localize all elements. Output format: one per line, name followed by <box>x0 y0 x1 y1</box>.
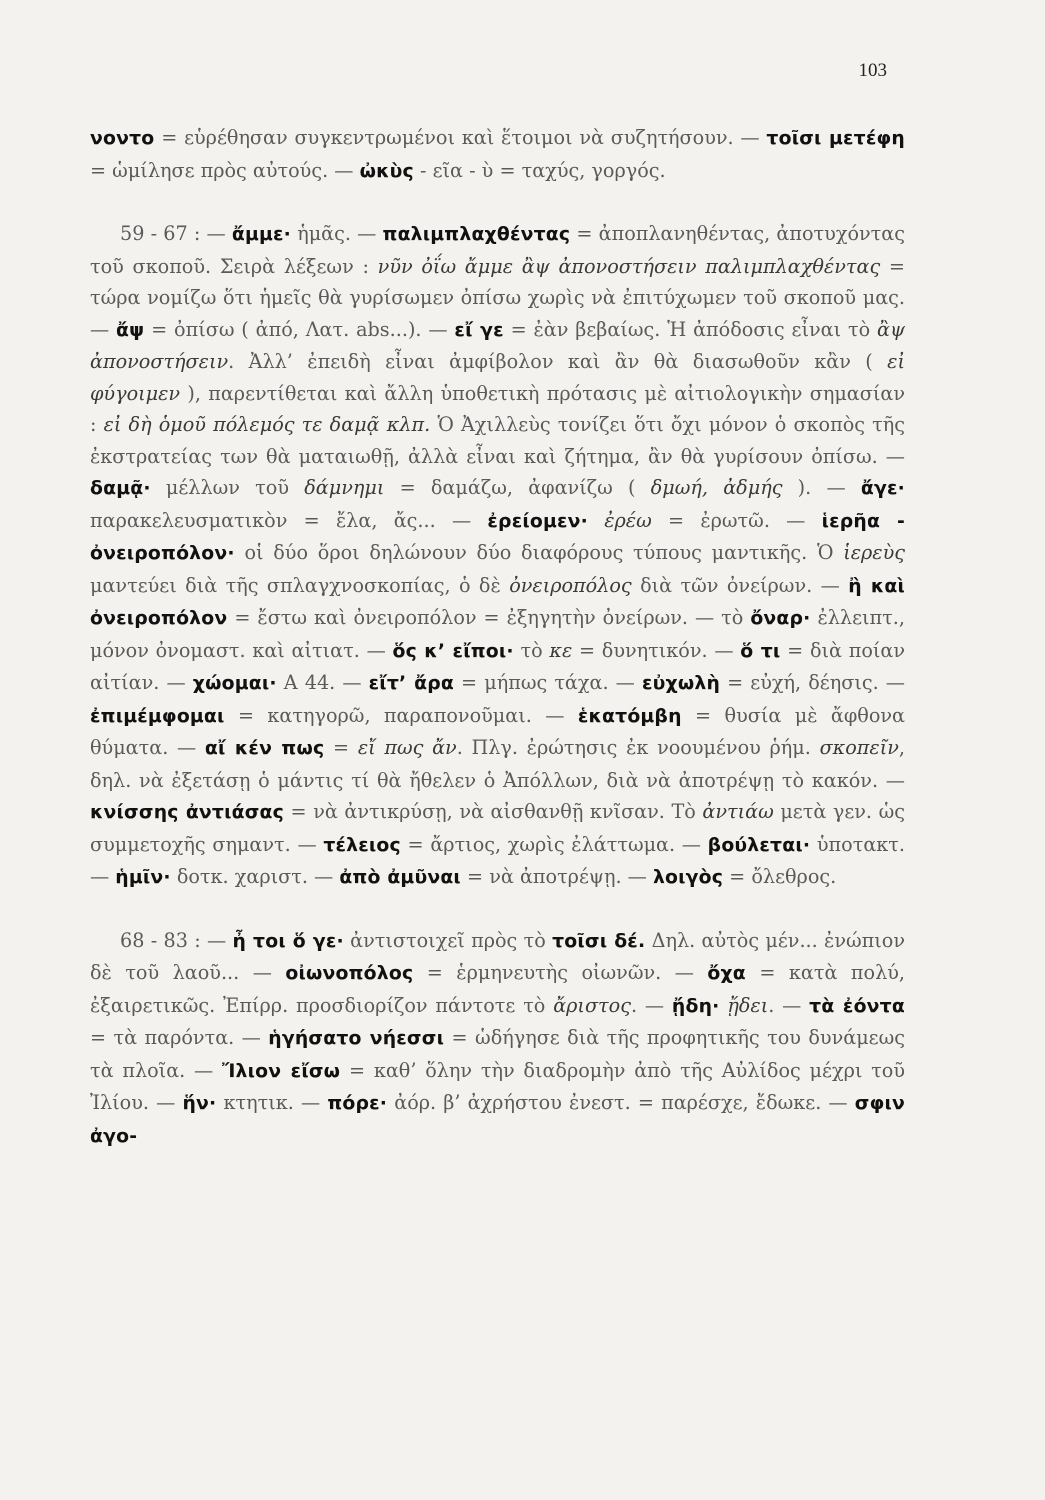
gloss-text: ἀόρ. β’ ἀχρήστου ἐνεστ. = παρέσχε, ἔδωκε. — <box>387 1091 855 1114</box>
gloss-text: = <box>324 736 358 759</box>
gloss-text: = ἑρμηνευτὴς οἰωνῶν. — <box>413 961 708 984</box>
gloss-text: ). — <box>782 476 861 499</box>
gloss-text: ἡμᾶς. — <box>291 222 383 245</box>
italic-text: ὀνειροπόλος <box>509 573 632 597</box>
headword: εὐχωλὴ <box>641 673 721 694</box>
gloss-text: = ἄρτιος, χωρὶς ἐλάττωμα. — <box>400 832 708 856</box>
headword: ὠκὺς <box>359 160 414 182</box>
gloss-text: . Ἀλλ’ ἐπειδὴ εἶναι ἀμφίβολον καὶ ἂν θὰ διασωθοῦν κἂν ( <box>228 350 888 373</box>
gloss-text: . — <box>768 993 810 1017</box>
gloss-text: δοτκ. χαριστ. — <box>170 865 340 888</box>
headword: ἄψ <box>116 319 145 341</box>
gloss-text: . Πλγ. ἐρώτησις ἐκ νοουμένου ῥήμ. <box>456 736 820 759</box>
gloss-text: = δυνητικόν. — <box>572 638 741 662</box>
headword: ᾔδη· <box>671 995 720 1017</box>
italic-text: ἂψ ἀπονοστήσειν <box>90 317 906 373</box>
headword: Ἴλιον εἴσω <box>221 1060 341 1082</box>
italic-text: νῦν ὀΐω ἄμμε ἂψ ἀπονοστήσειν παλιμπλαχθέντας <box>377 254 881 278</box>
italic-text: ἄριστος <box>553 993 631 1017</box>
headword: αἴ κέν πως <box>204 738 325 759</box>
headword: τοῖσι δέ. <box>552 930 646 952</box>
gloss-text: = τὰ παρόντα. — <box>90 1026 269 1049</box>
italic-text: ἀντιάω <box>702 800 774 823</box>
gloss-text: = καθ’ ὅλην τὴν διαδρομὴν ἀπὸ τῆς Αὐλίδος μέχρι τοῦ Ἰλίου. — <box>90 1058 905 1114</box>
italic-text: ἐρέω <box>604 508 652 532</box>
headword: βούλεται· <box>707 834 811 856</box>
headword: τὰ ἐόντα <box>809 995 905 1017</box>
headword: ὄχα <box>707 963 746 984</box>
italic-text: εἴ πως ἄν <box>357 736 457 759</box>
gloss-text: κτητικ. — <box>216 1091 328 1114</box>
gloss-text: = διὰ ποίαν αἰτίαν. — <box>90 638 906 694</box>
gloss-text: Δηλ. αὐτὸς μέν... ἐνώπιον δὲ τοῦ λαοῦ... — <box>90 928 906 984</box>
commentary-paragraph <box>90 925 905 1153</box>
gloss-text: = ἐρωτῶ. — <box>651 508 822 532</box>
gloss-text: μετὰ γεν. ὡς συμμετοχῆς σημαντ. — <box>90 800 905 856</box>
headword: εἴ γε <box>454 319 504 341</box>
gloss-text: . — <box>630 993 672 1017</box>
italic-text: εἰ φύγοιμεν <box>90 350 905 405</box>
commentary-paragraph <box>90 122 905 187</box>
gloss-text: παρακελευσματικὸν = ἔλα, ἄς... — <box>90 508 488 532</box>
gloss-text: = μήπως τάχα. — <box>453 671 642 694</box>
gloss-text: = ὀπίσω ( ἀπό, Λατ. abs...). — <box>144 317 455 341</box>
headword: ἡμῖν· <box>115 867 171 888</box>
commentary-paragraph <box>90 218 905 894</box>
headword: τοῖσι μετέφη <box>766 128 905 149</box>
gloss-text: διὰ τῶν ὀνείρων. — <box>631 573 849 597</box>
italic-text: εἰ δὴ ὁμοῦ πόλεμός τε δαμᾷ κλπ. <box>103 413 431 436</box>
headword: ἥν· <box>182 1093 217 1114</box>
gloss-text: μέλλων τοῦ <box>150 476 305 499</box>
gloss-text: = ἀποπλανηθέντας, ἀποτυχόντας τοῦ σκοποῦ. Σειρὰ λέξεων : <box>90 222 905 278</box>
italic-text: κε <box>549 638 573 662</box>
gloss-text: ), παρεντίθεται καὶ ἄλλη ὑποθετικὴ πρότασις μὲ αἰτιολογικὴν σημασίαν : <box>90 381 905 436</box>
gloss-text: οἱ δύο ὅροι δηλώνουν δύο διαφόρους τύπους μαντικῆς. Ὁ <box>234 541 844 564</box>
italic-text: ᾔδει <box>727 993 769 1017</box>
gloss-text: Α 44. — <box>276 671 369 694</box>
headword: ὄναρ· <box>750 608 811 629</box>
headword: τέλειος <box>323 834 401 856</box>
commentary-text <box>90 122 905 1152</box>
headword: λοιγὸς <box>652 867 724 888</box>
gloss-text: = ὡδήγησε διὰ τῆς προφητικῆς του δυνάμεως τὰ πλοῖα. — <box>90 1026 905 1082</box>
headword: κνίσσης ἀντιάσας <box>90 802 284 823</box>
gloss-text: Ὁ Ἀχιλλεὺς τονίζει ὅτι ὄχι μόνον ὁ σκοπὸς τῆς ἐκστρατείας των θὰ ματαιωθῇ, ἀλλὰ εἶναι καὶ ζήτημα, ἂν θὰ γυρίσουν ὀπίσω. — <box>90 413 905 468</box>
italic-text: ἱερεὺς <box>843 541 905 564</box>
gloss-text: = ἔστω καὶ ὀνειροπόλον = ἐξηγητὴν ὀνείρων. — τὸ <box>227 606 751 629</box>
headword: ἱερῆα - ὀνειροπόλον· <box>90 510 905 564</box>
headword: ὅς κ’ εἴποι· <box>392 640 514 662</box>
gloss-text: μαντεύει διὰ τῆς σπλαγχνοσκοπίας, ὁ δὲ <box>90 573 510 597</box>
gloss-text: = εὐχή, δέησις. — <box>720 671 905 694</box>
headword: νοντο <box>90 128 155 149</box>
italic-text: σκοπεῖν <box>819 736 899 759</box>
gloss-text: 59 - 67 : — <box>120 222 232 245</box>
headword: σφιν ἀγο- <box>90 1093 905 1147</box>
headword: ἐρείομεν· <box>487 510 588 532</box>
gloss-text: = ὡμίλησε πρὸς αὐτούς. — <box>90 158 360 182</box>
page-number: 103 <box>858 60 887 81</box>
headword: παλιμπλαχθέντας <box>382 224 571 245</box>
italic-text: δάμνημι <box>304 476 385 499</box>
gloss-text: = θυσία μὲ ἄφθονα θύματα. — <box>90 703 906 759</box>
headword: ἄμμε· <box>231 224 292 245</box>
gloss-text: τὸ <box>513 638 550 662</box>
gloss-text: = ἐὰν βεβαίως. Ἡ ἀπόδοσις εἶναι τὸ <box>503 317 877 341</box>
gloss-text: = ὄλεθρος. <box>723 865 837 888</box>
gloss-text: = κατηγορῶ, παραπονοῦμαι. — <box>224 703 578 727</box>
headword: ἢ καὶ ὀνειροπόλον <box>90 575 905 629</box>
headword: ἡγήσατο νήεσσι <box>268 1028 445 1049</box>
gloss-text: = εὑρέθησαν συγκεντρωμένοι καὶ ἕτοιμοι νὰ συζητήσουν. — <box>154 126 767 149</box>
gloss-text: , δηλ. νὰ ἐξετάσῃ ὁ μάντις τί θὰ ἤθελεν ὁ Ἀπόλλων, διὰ νὰ ἀποτρέψῃ τὸ κακόν. — <box>90 736 905 792</box>
gloss-text <box>588 509 604 532</box>
headword: ἑκατόμβη <box>577 705 682 727</box>
gloss-text: = νὰ ἀντικρύσῃ, νὰ αἰσθανθῇ κνῖσαν. Τὸ <box>283 800 703 823</box>
headword: ἄγε· <box>860 478 905 499</box>
headword: ἐπιμέμφομαι <box>90 705 225 727</box>
gloss-text: = κατὰ πολύ, ἐξαιρετικῶς. Ἐπίρρ. προσδιορίζον πάντοτε τὸ <box>90 961 905 1017</box>
headword: ἦ τοι ὅ γε· <box>232 930 344 952</box>
italic-text: δμωή, ἀδμής <box>650 476 783 499</box>
gloss-text: 68 - 83 : — <box>120 928 233 952</box>
headword: χώομαι· <box>192 673 277 694</box>
gloss-text: = δαμάζω, ἀφανίζω ( <box>384 476 651 499</box>
gloss-text: ἐλλειπτ., μόνον ὀνομαστ. καὶ αἰτιατ. — <box>90 606 905 662</box>
gloss-text: - εῖα - ὺ = ταχύς, γοργός. <box>413 158 666 182</box>
headword: ὅ τι <box>740 640 781 662</box>
headword: πόρε· <box>327 1093 388 1114</box>
headword: δαμᾷ· <box>90 478 151 499</box>
headword: οἰωνοπόλος <box>285 963 414 984</box>
gloss-text: = νὰ ἀποτρέψῃ. — <box>460 865 653 888</box>
gloss-text: = τώρα νομίζω ὅτι ἡμεῖς θὰ γυρίσωμεν ὀπίσω χωρὶς νὰ ἐπιτύχωμεν τοῦ σκοποῦ μας. — <box>90 254 905 341</box>
gloss-text: ὑποτακτ. — <box>90 832 905 888</box>
headword: ἀπὸ ἀμῦναι <box>339 867 461 888</box>
headword: εἴτ’ ἄρα <box>368 673 454 694</box>
gloss-text: ἀντιστοιχεῖ πρὸς τὸ <box>343 928 553 952</box>
